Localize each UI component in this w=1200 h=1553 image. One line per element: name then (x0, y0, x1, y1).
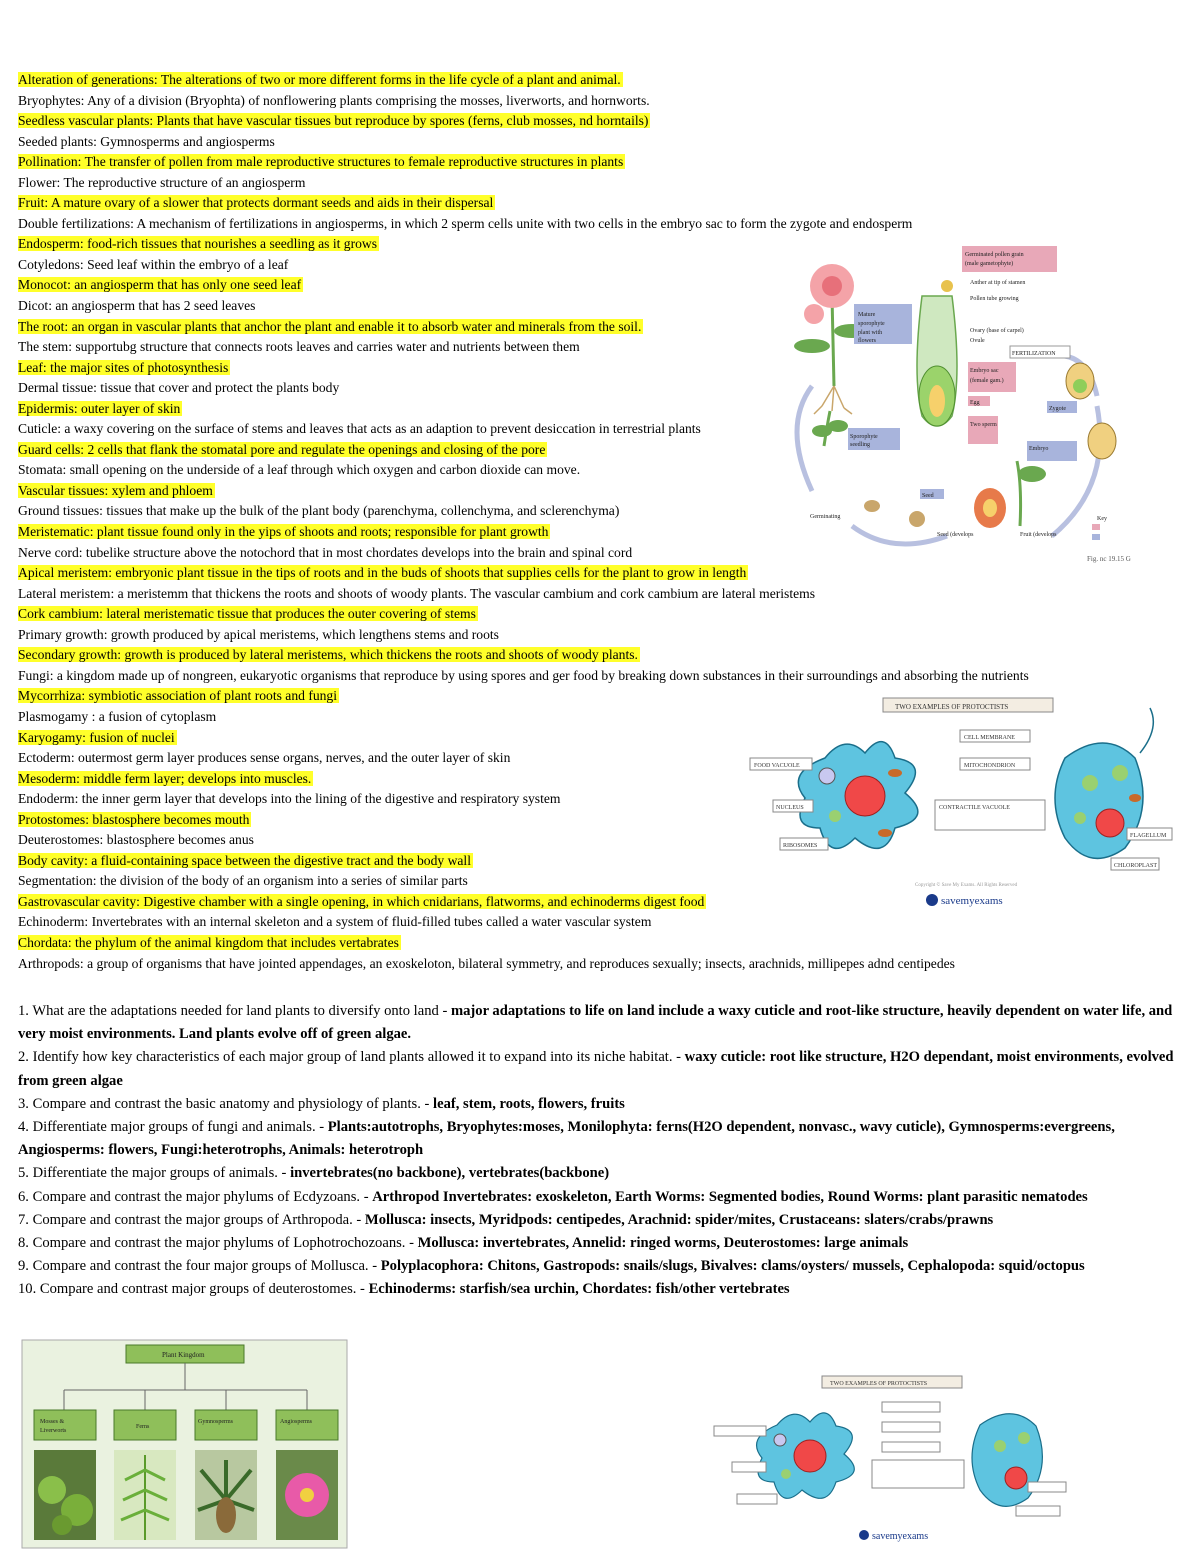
svg-text:FOOD VACUOLE: FOOD VACUOLE (754, 763, 800, 769)
definition-item (18, 91, 1198, 112)
definition-text: Epidermis: outer layer of skin (18, 400, 181, 416)
protoctists-figure-1 (745, 688, 1175, 913)
svg-text:seedling: seedling (850, 442, 870, 448)
definition-text: Guard cells: 2 cells that flank the stomatal pore and regulate the openings and closing of the pore (18, 441, 546, 457)
definition-text: Pollination: The transfer of pollen from male reproductive structures to female reproductive structures in plants (18, 154, 624, 170)
svg-text:TWO EXAMPLES OF PROTOCTISTS: TWO EXAMPLES OF PROTOCTISTS (830, 1381, 928, 1387)
question-item (18, 1116, 1194, 1162)
question-text: 7. Compare and contrast the major groups of Arthropoda. - (18, 1211, 365, 1228)
svg-text:(male gametophyte): (male gametophyte) (965, 261, 1014, 267)
svg-text:Embryo: Embryo (1029, 446, 1049, 452)
definition-text: Fruit: A mature ovary of a slower that protects dormant seeds and aids in their dispersal (18, 195, 494, 211)
definition-text: Protostomes: blastosphere becomes mouth (18, 811, 250, 827)
svg-text:Gymnosperms: Gymnosperms (198, 1419, 233, 1425)
svg-text:FLAGELLUM: FLAGELLUM (1130, 833, 1167, 839)
definition-item (18, 173, 1198, 194)
svg-text:Mosses &: Mosses & (40, 1419, 65, 1425)
definition-text: Vascular tissues: xylem and phloem (18, 482, 213, 498)
answer-text: major adaptations to life on land include a waxy cuticle and root-like structure, heavily dependent on water life, and very moist environments. Land plants evolve off of green algae. (18, 1003, 1173, 1043)
question-text: 4. Differentiate major groups of fungi and animals. - (18, 1119, 328, 1136)
svg-text:CELL MEMBRANE: CELL MEMBRANE (964, 735, 1015, 741)
svg-text:RIBOSOMES: RIBOSOMES (783, 843, 818, 849)
definition-text: Plasmogamy : a fusion of cytoplasm (18, 708, 217, 724)
svg-text:Key: Key (1097, 516, 1107, 522)
question-text: 10. Compare and contrast major groups of deuterostomes. - (18, 1281, 369, 1298)
svg-text:Angiosperms: Angiosperms (280, 1419, 312, 1425)
svg-text:sporophyte: sporophyte (858, 321, 885, 327)
definition-item (18, 111, 1198, 132)
definition-text: Gastrovascular cavity: Digestive chamber with a single opening, in which cnidarians, flatworms, and echinoderms digest food (18, 893, 705, 909)
svg-text:NUCLEUS: NUCLEUS (776, 805, 804, 811)
definition-text: Deuterostomes: blastosphere becomes anus (18, 832, 254, 848)
definition-text: Echinoderm: Invertebrates with an internal skeleton and a system of fluid-filled tubes called a water vascular system (18, 914, 652, 930)
svg-text:Germinating: Germinating (810, 514, 841, 520)
question-item (18, 1209, 1194, 1232)
svg-text:CHLOROPLAST: CHLOROPLAST (1114, 863, 1158, 869)
svg-text:Ferns: Ferns (136, 1424, 150, 1430)
answer-text: Mollusca: insects, Myridpods: centipedes, Arachnid: spider/mites, Crustaceans: slaters/crabs/prawns (364, 1211, 994, 1228)
svg-text:flowers: flowers (858, 338, 876, 344)
svg-text:Egg: Egg (970, 400, 980, 406)
definition-text: Endosperm: food-rich tissues that nourishes a seedling as it grows (18, 236, 378, 252)
definition-text: Stomata: small opening on the underside of a leaf through which oxygen and carbon dioxide can move. (18, 462, 581, 478)
question-item (18, 1093, 1194, 1116)
svg-text:Ovule: Ovule (970, 338, 985, 344)
definition-text: Body cavity: a fluid-containing space between the digestive tract and the body wall (18, 852, 471, 868)
question-item (18, 1000, 1194, 1046)
definition-text: Apical meristem: embryonic plant tissue in the tips of roots and in the buds of shoots that supplies cells for the plant to grow in length (18, 565, 747, 581)
definition-text: Lateral meristem: a meristemm that thickens the roots and shoots of woody plants. The vascular cambium and cork cambium are lateral meristems (18, 585, 816, 601)
svg-text:CONTRACTILE VACUOLE: CONTRACTILE VACUOLE (939, 805, 1010, 811)
definition-item (18, 604, 1198, 625)
definition-text: Alteration of generations: The alterations of two or more different forms in the life cycle of a plant and animal. (18, 72, 621, 87)
definition-text: Karyogamy: fusion of nuclei (18, 729, 175, 745)
svg-text:Sporophyte: Sporophyte (850, 434, 878, 440)
svg-text:Copyright © Save My Exams. All: Copyright © Save My Exams. All Rights Reserved (915, 883, 1018, 888)
question-item (18, 1186, 1194, 1209)
question-text: 6. Compare and contrast the major phylums of Ecdyzoans. - (18, 1188, 373, 1205)
definition-item (18, 954, 1198, 975)
sporophyte-label: Mature (858, 312, 876, 318)
definition-text: Seeded plants: Gymnosperms and angiosperms (18, 133, 275, 149)
question-text: 1. What are the adaptations needed for land plants to diversify onto land - (18, 1003, 451, 1019)
definition-item (18, 584, 1198, 605)
answer-text: Mollusca: invertebrates, Annelid: ringed worms, Deuterostomes: large animals (417, 1235, 909, 1252)
definition-text: Leaf: the major sites of photosynthesis (18, 359, 229, 375)
definition-text: Bryophytes: Any of a division (Bryophta) of nonflowering plants comprising the mosses, liverworts, and hornworts. (18, 92, 650, 108)
definition-item (18, 912, 1198, 933)
answer-text: waxy cuticle: root like structure, H2O dependant, moist environments, evolved from green algae (18, 1049, 1174, 1089)
definition-text: Cork cambium: lateral meristematic tissue that produces the outer covering of stems (18, 606, 476, 622)
protoctists-figure-2 (712, 1370, 1072, 1548)
definition-text: Nerve cord: tubelike structure above the notochord that in most chordates develops into the brain and spinal cord (18, 544, 633, 560)
definition-item (18, 625, 1198, 646)
definition-text: Monocot: an angiosperm that has only one seed leaf (18, 277, 302, 293)
svg-text:Pollen tube growing: Pollen tube growing (970, 296, 1019, 302)
svg-text:savemyexams: savemyexams (941, 895, 1003, 907)
questions-list (18, 1000, 1194, 1302)
definition-item (18, 214, 1198, 235)
answer-text: Arthropod Invertebrates: exoskeleton, Earth Worms: Segmented bodies, Round Worms: plant parasitic nematodes (372, 1188, 1088, 1205)
angiosperm-life-cycle-figure (752, 236, 1131, 566)
definition-item (18, 132, 1198, 153)
definition-text: Cuticle: a waxy covering on the surface of stems and leaves that acts as an adaption to prevent desiccation in terrestrial plants (18, 421, 701, 437)
answer-text: leaf, stem, roots, flowers, fruits (433, 1095, 625, 1112)
definition-text: Mycorrhiza: symbiotic association of plant roots and fungi (18, 688, 338, 704)
svg-text:TWO EXAMPLES OF PROTOCTISTS: TWO EXAMPLES OF PROTOCTISTS (895, 703, 1009, 711)
definition-text: Double fertilizations: A mechanism of fertilizations in angiosperms, in which 2 sperm cells unite with two cells in the embryo sac to form the zygote and endosperm (18, 215, 913, 231)
definition-text: Seedless vascular plants: Plants that have vascular tissues but reproduce by spores (ferns, club mosses, nd horntails) (18, 113, 649, 129)
svg-text:(female gam.): (female gam.) (970, 378, 1004, 384)
definition-text: Dicot: an angiosperm that has 2 seed leaves (18, 298, 256, 314)
plant-kingdom-figure (22, 1340, 347, 1548)
definition-item (18, 933, 1198, 954)
definition-item (18, 70, 1198, 91)
svg-text:Seed (develops: Seed (develops (937, 532, 974, 538)
svg-text:Plant Kingdom: Plant Kingdom (162, 1351, 205, 1359)
svg-text:Embryo sac: Embryo sac (970, 368, 999, 374)
question-text: 8. Compare and contrast the major phylums of Lophotrochozoans. - (18, 1235, 418, 1252)
answer-text: Polyplacophora: Chitons, Gastropods: snails/slugs, Bivalves: clams/oysters/ mussels, Cephalopoda: squid/octopus (380, 1258, 1085, 1275)
definition-text: Flower: The reproductive structure of an angiosperm (18, 174, 306, 190)
svg-text:Anther at tip of stamen: Anther at tip of stamen (970, 280, 1026, 286)
definition-text: Chordata: the phylum of the animal kingdom that includes vertabrates (18, 934, 399, 950)
definition-item (18, 152, 1198, 173)
svg-text:Germinated pollen grain: Germinated pollen grain (965, 252, 1024, 258)
definition-item (18, 645, 1198, 666)
definition-text: The root: an organ in vascular plants that anchor the plant and enable it to absorb water and minerals from the soil. (18, 318, 642, 334)
answer-text: Echinoderms: starfish/sea urchin, Chordates: fish/other vertebrates (368, 1281, 790, 1298)
question-text: 2. Identify how key characteristics of each major group of land plants allowed it to expand into its niche habitat. - (18, 1049, 685, 1066)
svg-text:savemyexams: savemyexams (872, 1531, 929, 1542)
definition-text: Dermal tissue: tissue that cover and protect the plants body (18, 380, 340, 396)
svg-text:FERTILIZATION: FERTILIZATION (1012, 351, 1056, 357)
question-item (18, 1278, 1194, 1301)
definition-item (18, 193, 1198, 214)
answer-text: invertebrates(no backbone), vertebrates(backbone) (290, 1165, 610, 1182)
svg-text:Two sperm: Two sperm (970, 422, 997, 428)
question-item (18, 1255, 1194, 1278)
svg-text:MITOCHONDRION: MITOCHONDRION (964, 763, 1016, 769)
question-text: 3. Compare and contrast the basic anatomy and physiology of plants. - (18, 1095, 434, 1112)
answer-text: Plants:autotrophs, Bryophytes:moses, Monilophyta: ferns(H2O dependent, nonvasc., wavy cuticle), Gymnosperms:evergreens, Angiosperms: flowers, Fungi:heterotrophs, Animals: heterotroph (18, 1119, 1115, 1159)
definition-item (18, 666, 1198, 687)
definition-text: Segmentation: the division of the body of an organism into a series of similar parts (18, 873, 468, 889)
definition-text: Primary growth: growth produced by apical meristems, which lengthens stems and roots (18, 626, 499, 642)
definition-text: Ground tissues: tissues that make up the bulk of the plant body (parenchyma, collenchyma, and sclerenchyma) (18, 503, 620, 519)
definition-text: Arthropods: a group of organisms that have jointed appendages, an exoskeloton, bilateral symmetry, and reproduces sexually; insects, arachnids, millipepes adnd centipedes (18, 955, 955, 971)
question-item (18, 1046, 1194, 1092)
definition-text: Mesoderm: middle ferm layer; develops into muscles. (18, 770, 312, 786)
definition-item (18, 563, 1198, 584)
svg-text:plant with: plant with (858, 330, 883, 336)
svg-text:Fig. nc 19.15 G: Fig. nc 19.15 G (1087, 555, 1131, 563)
question-item (18, 1162, 1194, 1185)
definition-text: Ectoderm: outermost germ layer produces sense organs, nerves, and the outer layer of skin (18, 750, 511, 766)
svg-text:Zygote: Zygote (1049, 406, 1066, 412)
definition-text: Cotyledons: Seed leaf within the embryo of a leaf (18, 256, 289, 272)
svg-text:Fruit (develops: Fruit (develops (1020, 532, 1057, 538)
svg-text:Liverworts: Liverworts (40, 1428, 67, 1434)
svg-text:Seed: Seed (922, 493, 934, 499)
definition-text: Secondary growth: growth is produced by lateral meristems, which thickens the roots and shoots of woody plants. (18, 647, 638, 663)
definition-text: Meristematic: plant tissue found only in the yips of shoots and roots; responsible for plant growth (18, 524, 549, 540)
question-item (18, 1232, 1194, 1255)
definition-text: Fungi: a kingdom made up of nongreen, eukaryotic organisms that reproduce by using spores and ger food by breaking down substances in their surroundings and absorbing the nutrients (18, 667, 1029, 683)
definition-text: The stem: supportubg structure that connects roots leaves and carries water and nutrients between them (18, 339, 580, 355)
svg-text:Ovary (base of carpel): Ovary (base of carpel) (970, 328, 1024, 334)
question-text: 9. Compare and contrast the four major groups of Mollusca. - (18, 1258, 381, 1275)
definition-text: Endoderm: the inner germ layer that develops into the lining of the digestive and respiratory system (18, 791, 561, 807)
question-text: 5. Differentiate the major groups of animals. - (18, 1165, 291, 1182)
